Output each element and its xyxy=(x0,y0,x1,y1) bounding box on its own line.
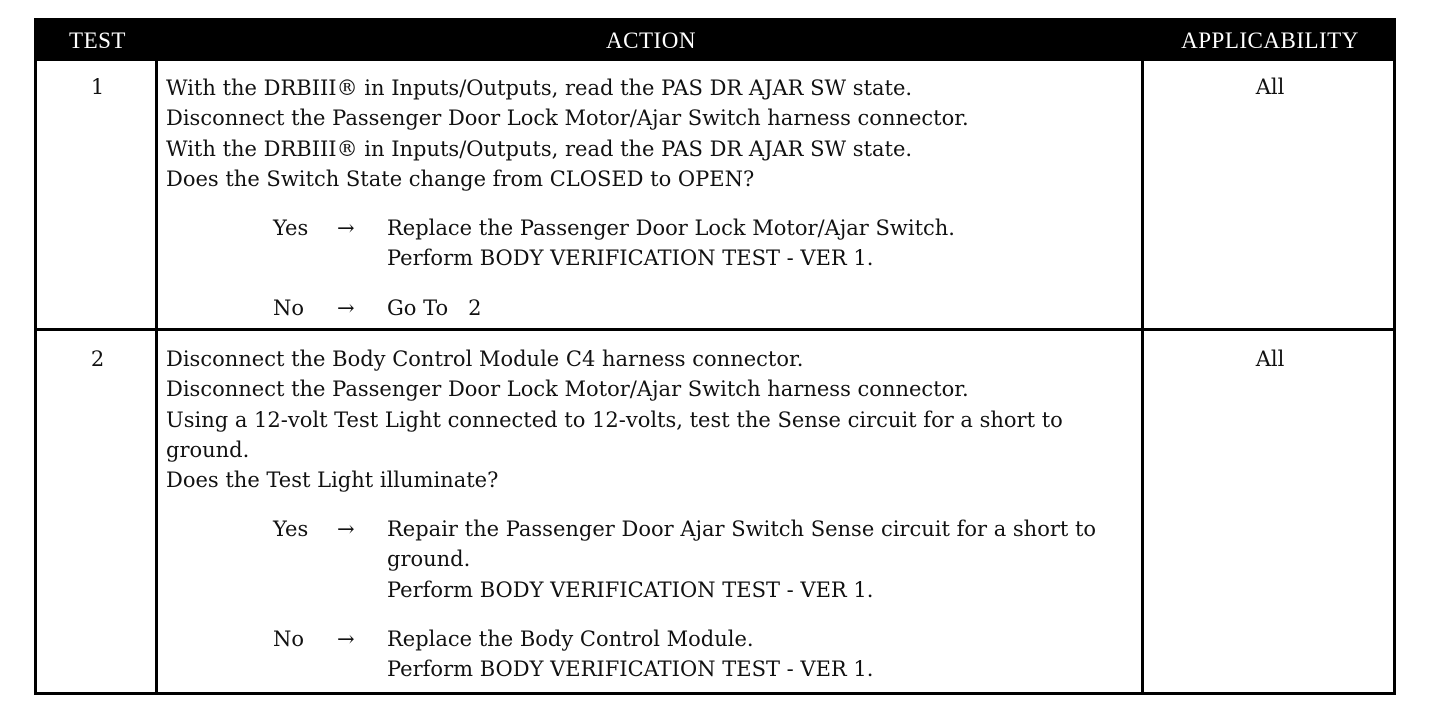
response-line: Replace the Body Control Module. xyxy=(387,627,754,651)
table-row xyxy=(37,331,1393,695)
response-text xyxy=(387,514,1157,605)
response-line: Perform BODY VERIFICATION TEST - VER 1. xyxy=(387,246,874,271)
diagnostic-test-table xyxy=(34,18,1396,695)
table-header xyxy=(37,21,1393,61)
header-applicability: APPLICABILITY xyxy=(1181,28,1359,53)
action-step: ground. xyxy=(166,437,250,462)
response-line: Go To 2 xyxy=(387,296,482,320)
test-number: 2 xyxy=(90,347,105,371)
response-line: Perform BODY VERIFICATION TEST - VER 1. xyxy=(387,577,874,602)
response-line: Repair the Passenger Door Ajar Switch Sense circuit for a short to xyxy=(387,517,1097,541)
response-key: No xyxy=(273,627,305,651)
action-step: Using a 12-volt Test Light connected to 12-volts, test the Sense circuit for a short to xyxy=(166,407,1063,432)
action-step: Disconnect the Passenger Door Lock Motor/Ajar Switch harness connector. xyxy=(166,377,969,402)
response-text xyxy=(387,624,1157,685)
response-key: Yes xyxy=(273,216,309,240)
action-step: Disconnect the Body Control Module C4 harness connector. xyxy=(166,347,804,371)
arrow-right-icon: → xyxy=(337,627,355,651)
response-text xyxy=(387,213,1157,274)
action-step: With the DRBIII® in Inputs/Outputs, read the PAS DR AJAR SW state. xyxy=(166,76,913,100)
arrow-right-icon: → xyxy=(337,296,355,320)
action-cell xyxy=(166,73,1141,194)
response-line: Perform BODY VERIFICATION TEST - VER 1. xyxy=(387,657,874,682)
response-key: No xyxy=(273,296,305,320)
applicability-value: All xyxy=(1255,347,1285,371)
test-number: 1 xyxy=(90,75,105,99)
response-line: Replace the Passenger Door Lock Motor/Ajar Switch. xyxy=(387,216,955,240)
response-key: Yes xyxy=(273,517,309,541)
action-step: Does the Switch State change from CLOSED to OPEN? xyxy=(166,166,755,191)
response-text xyxy=(387,293,1157,323)
table-row xyxy=(37,61,1393,328)
applicability-value: All xyxy=(1255,75,1285,99)
header-action: ACTION xyxy=(606,28,696,53)
action-cell xyxy=(166,344,1141,495)
action-step: With the DRBIII® in Inputs/Outputs, read the PAS DR AJAR SW state. xyxy=(166,136,913,161)
arrow-right-icon: → xyxy=(337,517,355,541)
action-step: Does the Test Light illuminate? xyxy=(166,468,499,493)
response-line: ground. xyxy=(387,547,471,572)
header-test: TEST xyxy=(69,28,126,53)
arrow-right-icon: → xyxy=(337,216,355,240)
action-step: Disconnect the Passenger Door Lock Motor/Ajar Switch harness connector. xyxy=(166,106,969,131)
